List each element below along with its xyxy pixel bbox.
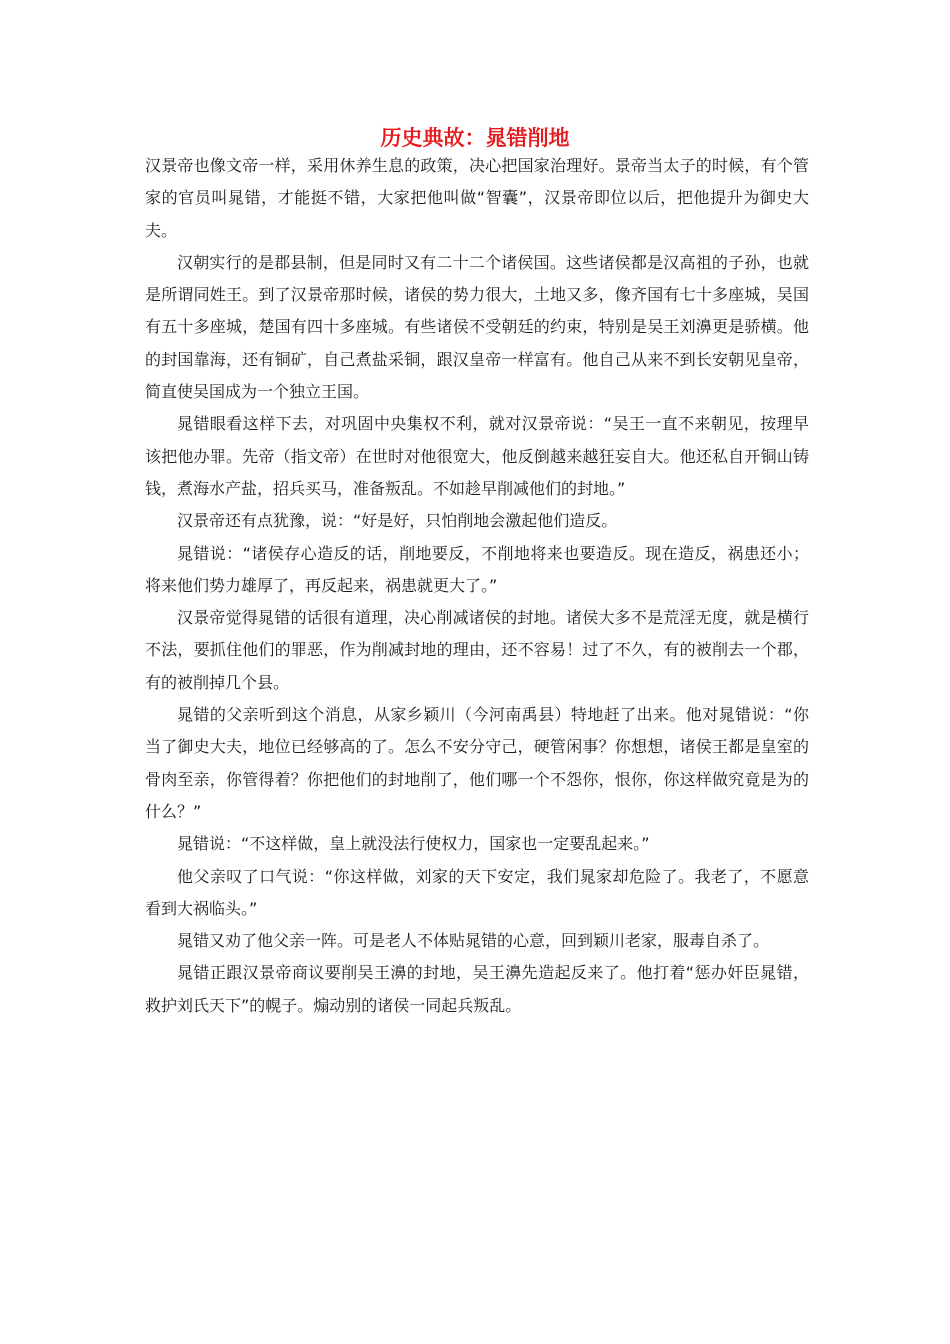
paragraph-5: 晁错说：“诸侯存心造反的话，削地要反，不削地将来也要造反。现在造反，祸患还小；将来他们势力雄厚了，再反起来，祸患就更大了。” <box>145 543 809 595</box>
paragraph-11: 晁错正跟汉景帝商议要削吴王濞的封地，吴王濞先造起反来了。他打着“惩办奸臣晁错，救护刘氏天下”的幌子。煽动别的诸侯一同起兵叛乱。 <box>145 963 809 1015</box>
paragraph-3: 晁错眼看这样下去，对巩固中央集权不利，就对汉景帝说：“吴王一直不来朝见，按理早该把他办罪。先帝（指文帝）在世时对他很宽大，他反倒越来越狂妄自大。他还私自开铜山铸钱，煮海水产盐，招兵买马，准备叛乱。不如趁早削减他们的封地。” <box>145 414 809 498</box>
document-title: 历史典故：晁错削地 <box>380 126 570 150</box>
paragraph-9: 他父亲叹了口气说：“你这样做，刘家的天下安定，我们晁家却危险了。我老了，不愿意看到大祸临头。” <box>145 866 809 918</box>
paragraph-2: 汉朝实行的是郡县制，但是同时又有二十二个诸侯国。这些诸侯都是汉高祖的子孙，也就是所谓同姓王。到了汉景帝那时候，诸侯的势力很大，土地又多，像齐国有七十多座城，吴国有五十多座城，楚国有四十多座城。有些诸侯不受朝廷的约束，特别是吴王刘濞更是骄横。他的封国靠海，还有铜矿，自己煮盐采铜，跟汉皇帝一样富有。他自己从来不到长安朝见皇帝，简直使吴国成为一个独立王国。 <box>145 252 809 402</box>
paragraph-7: 晁错的父亲听到这个消息，从家乡颖川（今河南禹县）特地赶了出来。他对晁错说：“你当了御史大夫，地位已经够高的了。怎么不安分守己，硬管闲事？你想想，诸侯王都是皇室的骨肉至亲，你管得着？你把他们的封地削了，他们哪一个不怨你，恨你，你这样做究竟是为的什么？” <box>145 705 809 821</box>
paragraph-4: 汉景帝还有点犹豫，说：“好是好，只怕削地会激起他们造反。 <box>177 511 618 531</box>
paragraph-6: 汉景帝觉得晁错的话很有道理，决心削减诸侯的封地。诸侯大多不是荒淫无度，就是横行不法，要抓住他们的罪恶，作为削减封地的理由，还不容易！过了不久，有的被削去一个郡，有的被削掉几个县。 <box>145 608 809 692</box>
paragraph-1: 汉景帝也像文帝一样，采用休养生息的政策，决心把国家治理好。景帝当太子的时候，有个管家的官员叫晁错，才能挺不错，大家把他叫做“智囊”，汉景帝即位以后，把他提升为御史大夫。 <box>145 156 809 240</box>
paragraph-10: 晁错又劝了他父亲一阵。可是老人不体贴晁错的心意，回到颖川老家，服毒自杀了。 <box>177 931 770 951</box>
article-body <box>145 150 809 1022</box>
paragraph-8: 晁错说：“不这样做，皇上就没法行使权力，国家也一定要乱起来。” <box>177 834 650 854</box>
